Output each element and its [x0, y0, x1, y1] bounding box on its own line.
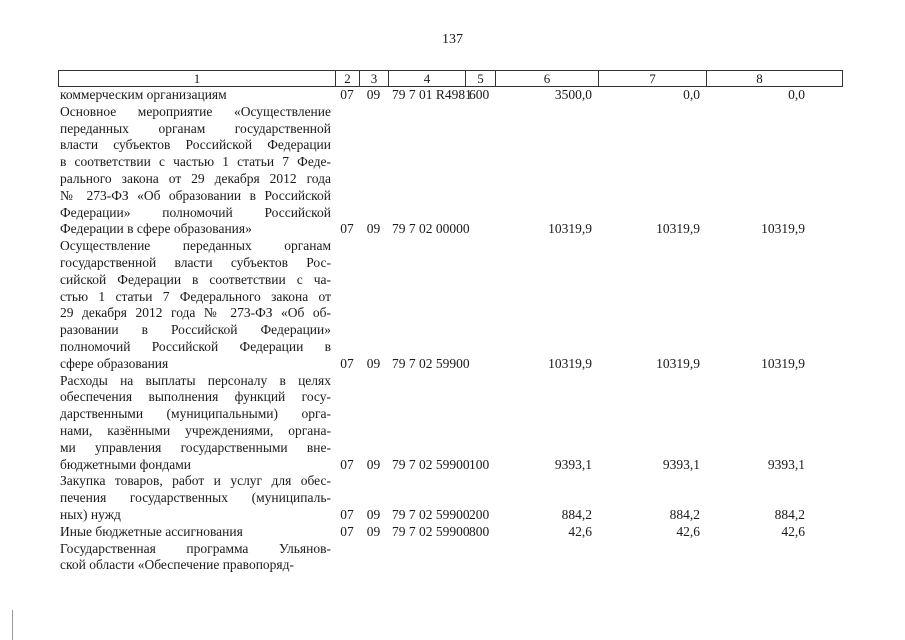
header-col-2: 2 [336, 71, 360, 86]
description-line: № 273-ФЗ «Об образовании в Российской [60, 187, 331, 203]
description-line: стью 1 статьи 7 Федерального закона от [60, 288, 331, 304]
description-line: Расходы на выплаты персоналу в целях [60, 372, 331, 388]
amount-year-2: 884,2 [669, 506, 700, 522]
target-article-code: 79 7 02 59900 [392, 523, 470, 539]
section-code: 07 [340, 221, 354, 237]
amount-year-2: 9393,1 [662, 456, 700, 472]
expense-type-code: 100 [469, 456, 490, 472]
header-col-3: 3 [360, 71, 389, 86]
row-description [58, 238, 335, 372]
section-code: 07 [340, 456, 354, 472]
section-code: 07 [340, 355, 354, 371]
row-description [58, 473, 335, 523]
table-row [58, 238, 843, 372]
description-line: ми управления государственными вне- [60, 439, 331, 455]
budget-table [58, 70, 843, 574]
amount-year-1: 10319,9 [548, 355, 592, 371]
header-col-5: 5 [466, 71, 496, 86]
description-line: рального закона от 29 декабря 2012 года [60, 170, 331, 186]
amount-year-3: 42,6 [781, 523, 805, 539]
description-line: бюджетными фондами [60, 456, 191, 472]
row-description [58, 373, 335, 474]
page-number: 137 [442, 32, 463, 47]
table-row [58, 104, 843, 238]
section-code: 07 [340, 506, 354, 522]
table-row [58, 87, 843, 104]
header-col-8: 8 [756, 71, 763, 86]
description-line: Осуществление переданных органам [60, 238, 331, 254]
description-line: нами, казёнными учреждениями, органа- [60, 422, 331, 438]
amount-year-2: 10319,9 [656, 355, 700, 371]
description-line: 29 декабря 2012 года № 273-ФЗ «Об об- [60, 305, 331, 321]
description-line: государственной власти субъектов Рос- [60, 254, 331, 270]
amount-year-2: 42,6 [676, 523, 700, 539]
expense-type-code: 600 [469, 87, 490, 102]
description-line: Федерации в сфере образования» [60, 221, 252, 237]
description-line: власти субъектов Российской Федерации [60, 137, 331, 153]
amount-year-3: 10319,9 [761, 221, 805, 237]
table-body [58, 87, 843, 574]
description-line: переданных органам государственной [60, 120, 331, 136]
expense-type-code: 200 [469, 506, 490, 522]
description-line: разовании в Российской Федерации» [60, 322, 331, 338]
description-line: ской области «Обеспечение правопоряд- [60, 557, 295, 573]
description-line: в соответствии с частью 1 статьи 7 Феде- [60, 154, 331, 170]
description-line: сийской Федерации в соответствии с ча- [60, 271, 331, 287]
table-row [58, 524, 843, 541]
amount-year-2: 0,0 [683, 87, 700, 102]
amount-year-1: 3500,0 [554, 87, 592, 102]
row-description [58, 541, 335, 575]
expense-type-code: 800 [469, 523, 490, 539]
subsection-code: 09 [366, 87, 381, 102]
section-code: 07 [340, 87, 354, 102]
subsection-code: 09 [366, 221, 381, 237]
subsection-code: 09 [366, 523, 381, 539]
target-article-code: 79 7 02 59900 [392, 506, 470, 522]
section-code: 07 [340, 523, 354, 539]
table-header [58, 70, 843, 87]
header-col-1: 1 [59, 71, 336, 86]
subsection-code: 09 [366, 355, 381, 371]
scan-margin-mark [12, 610, 13, 640]
row-description [58, 524, 335, 541]
target-article-code: 79 7 02 00000 [392, 221, 470, 237]
amount-year-3: 9393,1 [767, 456, 805, 472]
subsection-code: 09 [366, 456, 381, 472]
description-line: сфере образования [60, 355, 169, 371]
amount-year-1: 9393,1 [554, 456, 592, 472]
amount-year-1: 884,2 [561, 506, 592, 522]
table-row [58, 541, 843, 575]
description-line: Закупка товаров, работ и услуг для обес- [60, 473, 331, 489]
description-line: коммерческим организациям [60, 87, 227, 102]
target-article-code: 79 7 02 59900 [392, 355, 470, 371]
description-line: Иные бюджетные ассигнования [60, 523, 243, 539]
description-line: Государственная программа Ульянов- [60, 540, 331, 556]
row-description [58, 104, 335, 238]
subsection-code: 09 [366, 506, 381, 522]
header-col-7: 7 [599, 71, 707, 86]
target-article-code: 79 7 01 R4981 [392, 87, 472, 102]
description-line: Федерации» полномочий Российской [60, 204, 331, 220]
amount-year-3: 10319,9 [761, 355, 805, 371]
row-description [58, 87, 335, 104]
amount-year-3: 0,0 [788, 87, 805, 102]
amount-year-2: 10319,9 [656, 221, 700, 237]
description-line: Основное мероприятие «Осуществление [60, 103, 331, 119]
amount-year-1: 10319,9 [548, 221, 592, 237]
header-col-4: 4 [389, 71, 466, 86]
amount-year-1: 42,6 [568, 523, 592, 539]
description-line: дарственными (муниципальными) орга- [60, 406, 331, 422]
description-line: обеспечения выполнения функций госу- [60, 389, 331, 405]
description-line: ных) нужд [60, 506, 121, 522]
description-line: полномочий Российской Федерации в [60, 338, 331, 354]
description-line: печения государственных (муниципаль- [60, 490, 331, 506]
table-row [58, 473, 843, 523]
amount-year-3: 884,2 [774, 506, 805, 522]
target-article-code: 79 7 02 59900 [392, 456, 470, 472]
table-row [58, 373, 843, 474]
header-col-6: 6 [496, 71, 599, 86]
